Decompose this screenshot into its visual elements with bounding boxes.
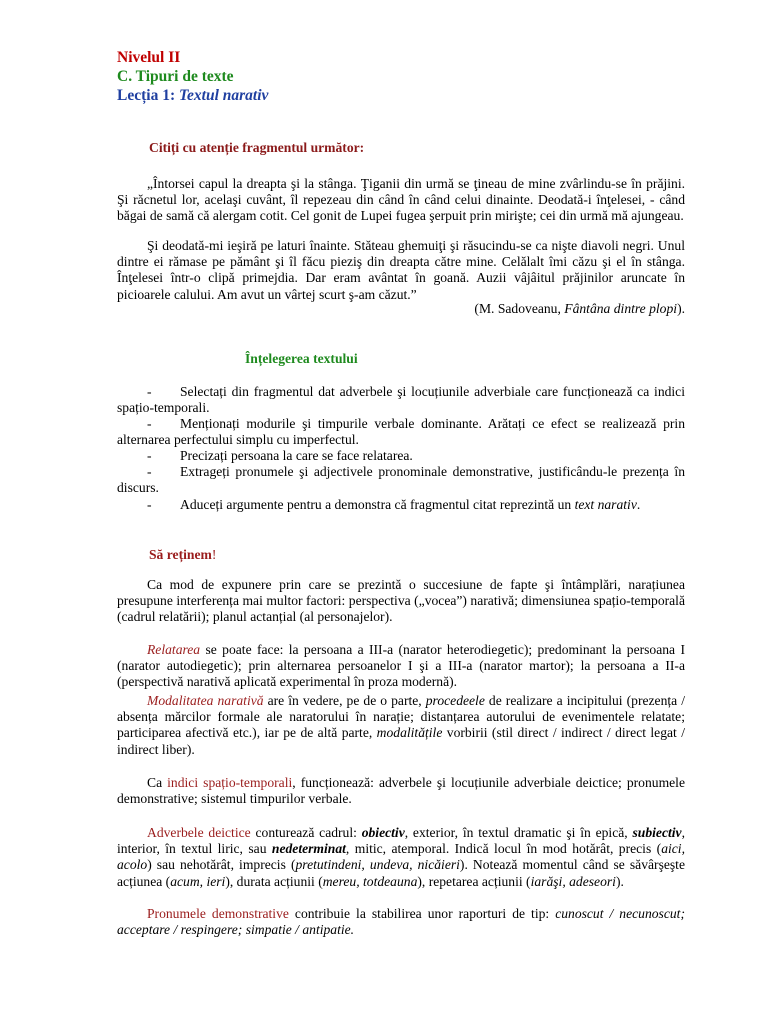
paragraph-text: conturează cadrul: — [250, 825, 362, 840]
bullet-text: Aduceți argumente pentru a demonstra că fragmentul citat reprezintă un — [180, 497, 575, 512]
fragment-paragraph-1: „Întorsei capul la dreapta şi la stânga. Ţiganii din urmă se ţineau de mine zvârlindu-se în prăjini. Şi răcnetul lor, acelaşi cuvânt, îl repezeau din când în când celui dinainte. Deodată-i înţelesei, - când băgai de samă că alergam cotit. Cel gonit de Lupei fugea şerpuit prin mirişte; cei din urmă mă ajungeau. — [117, 176, 685, 224]
list-item: - Extrageți pronumele şi adjectivele pronominale demonstrative, justificându-le prezența în discurs. — [117, 464, 685, 496]
paragraph-text: vorbirii (stil direct / indirect / direct legat / indirect liber). — [117, 725, 685, 757]
example-text: iarăşi, adeseori — [530, 873, 616, 889]
list-item: - Menționați modurile şi timpurile verbale dominante. Arătați ce efect se realizează prin alternarea perfectului simplu cu imperfectul. — [117, 416, 685, 448]
remember-paragraph-6 — [117, 906, 685, 938]
term-indici: indici spațio-temporali — [167, 775, 293, 790]
paragraph-text: Ca — [147, 775, 168, 790]
remember-paragraph-5 — [117, 825, 685, 890]
example-text: aici, acolo — [117, 841, 685, 873]
lesson-prefix: Lecția 1: — [117, 87, 179, 104]
remember-paragraph-2 — [117, 642, 685, 691]
paragraph-text: ), repetarea acțiunii ( — [417, 873, 531, 889]
term-obiectiv: obiectiv — [361, 825, 405, 840]
term-relatarea: Relatarea — [147, 642, 201, 657]
lesson-heading — [117, 87, 685, 105]
instruction-heading: Citiți cu atenție fragmentul următor: — [149, 140, 365, 155]
fragment-paragraph-2: Şi deodată-mi ieşiră pe laturi înainte. Stăteau ghemuiţi şi răsucindu-se ca nişte diavoli negri. Unul dintre ei rămase pe pământ şi îl făcu pieziş din dreapta către mine. Celălalt îmi căzu şi el în stânga. Înţelesei într-o clipă primejdia. Dar eram avântat în goană. Auzii vâjâitul prăjinilor aruncate în picioarele calului. Am avut un vârtej scurt ş-am căzut.” — [117, 238, 685, 302]
paragraph-text: , funcționează: adverbele şi locuțiunile adverbiale deictice; pronumele demonstrative; sistemul timpurilor verbale. — [117, 775, 685, 807]
list-item: - Selectați din fragmentul dat adverbele şi locuțiunile adverbiale care funcționează ca indici spațio-temporali. — [117, 384, 685, 416]
term-nedeterminat: nedeterminat — [271, 841, 346, 857]
bullet-text: Extrageți pronumele şi adjectivele pronominale demonstrative, justificându-le prezența în discurs. — [117, 464, 685, 496]
list-item: - Precizați persoana la care se face relatarea. — [147, 448, 413, 463]
term-modalitatea: Modalitatea narativă — [147, 693, 264, 708]
term-modalitati: modalitățile — [376, 725, 443, 741]
term-procedee: procedeele — [425, 693, 485, 708]
list-item: - Aduceți argumente pentru a demonstra că fragmentul citat reprezintă un text narativ. — [147, 497, 641, 512]
paragraph-text: , interior, în textul liric, sau — [117, 825, 685, 857]
bullet-end: . — [636, 497, 641, 512]
paragraph-text: se poate face: la persoana a III-a (narator heterodiegetic); predominant la persoana I (narator autodiegetic); prin alternarea persoanelor I şi a III-a (narator martor); la persoana a II-a (perspectivă narativă aplicată experimental în proza modernă). — [117, 642, 685, 690]
lesson-title: Textul narativ — [178, 87, 269, 104]
bullet-text: Precizați persoana la care se face relatarea. — [180, 448, 413, 463]
section-heading: C. Tipuri de texte — [117, 68, 234, 85]
bullet-term: text narativ — [574, 497, 637, 512]
paragraph-text: ). — [615, 873, 624, 889]
bullet-text: Menționați modurile şi timpurile verbale dominante. Arătați ce efect se realizează prin alternarea perfectului simplu cu imperfectul. — [117, 416, 685, 448]
example-text: pretutindeni, undeva, nicăieri — [295, 857, 460, 873]
example-text: mereu, totdeauna — [322, 873, 418, 889]
remember-paragraph-4 — [117, 775, 685, 807]
bullet-text: Selectați din fragmentul dat adverbele şi locuțiunile adverbiale care funcționează ca indici spațio-temporali. — [117, 384, 685, 416]
fragment-source — [117, 301, 685, 317]
term-pronumele: Pronumele demonstrative — [147, 906, 289, 921]
remember-heading — [149, 547, 549, 563]
example-text: cunoscut / necunoscut; acceptare / respingere; simpatie / antipatie. — [117, 906, 685, 938]
remember-title: Să reținem — [149, 547, 212, 562]
paragraph-text: ), durata acțiunii ( — [225, 873, 323, 889]
remember-paragraph-3 — [117, 693, 685, 758]
paragraph-text: are în vedere, pe de o parte, — [263, 693, 426, 708]
source-title: Fântâna dintre plopi — [564, 301, 678, 316]
paragraph-text: , mitic, atemporal. Indică locul în mod hotărât, precis ( — [345, 841, 662, 857]
remember-paragraph-1: Ca mod de expunere prin care se prezintă o succesiune de fapte şi întâmplări, narațiunea presupune interferența mai multor factori: perspectiva („vocea”) narativă; dimensiunea spațio-temporală (cadrul relatării); planul actanțial (al personajelor). — [117, 577, 685, 625]
paragraph-text: de realizare a incipitului (prezența / absența mărcilor formale ale naratorului în narație; distanțarea autorului de evenimentele relatate; participarea afectivă etc.), iar pe de altă parte, — [117, 693, 686, 741]
source-author: (M. Sadoveanu, — [474, 301, 565, 316]
paragraph-text: ) sau nehotărât, imprecis ( — [147, 857, 296, 873]
term-adverbele: Adverbele deictice — [147, 825, 251, 840]
term-subiectiv: subiectiv — [632, 825, 682, 840]
understanding-heading: Înțelegerea textului — [245, 351, 358, 366]
paragraph-text: contribuie la stabilirea unor raporturi de tip: — [288, 906, 556, 921]
example-text: acum, ieri — [170, 873, 226, 889]
paragraph-text: , exterior, în textul dramatic şi în epică, — [404, 825, 633, 840]
paragraph-text: ). Notează momentul când se săvârşeşte acțiunea ( — [117, 857, 685, 889]
level-heading: Nivelul II — [117, 49, 181, 66]
source-end: ). — [677, 301, 685, 316]
remember-mark: ! — [211, 547, 217, 562]
